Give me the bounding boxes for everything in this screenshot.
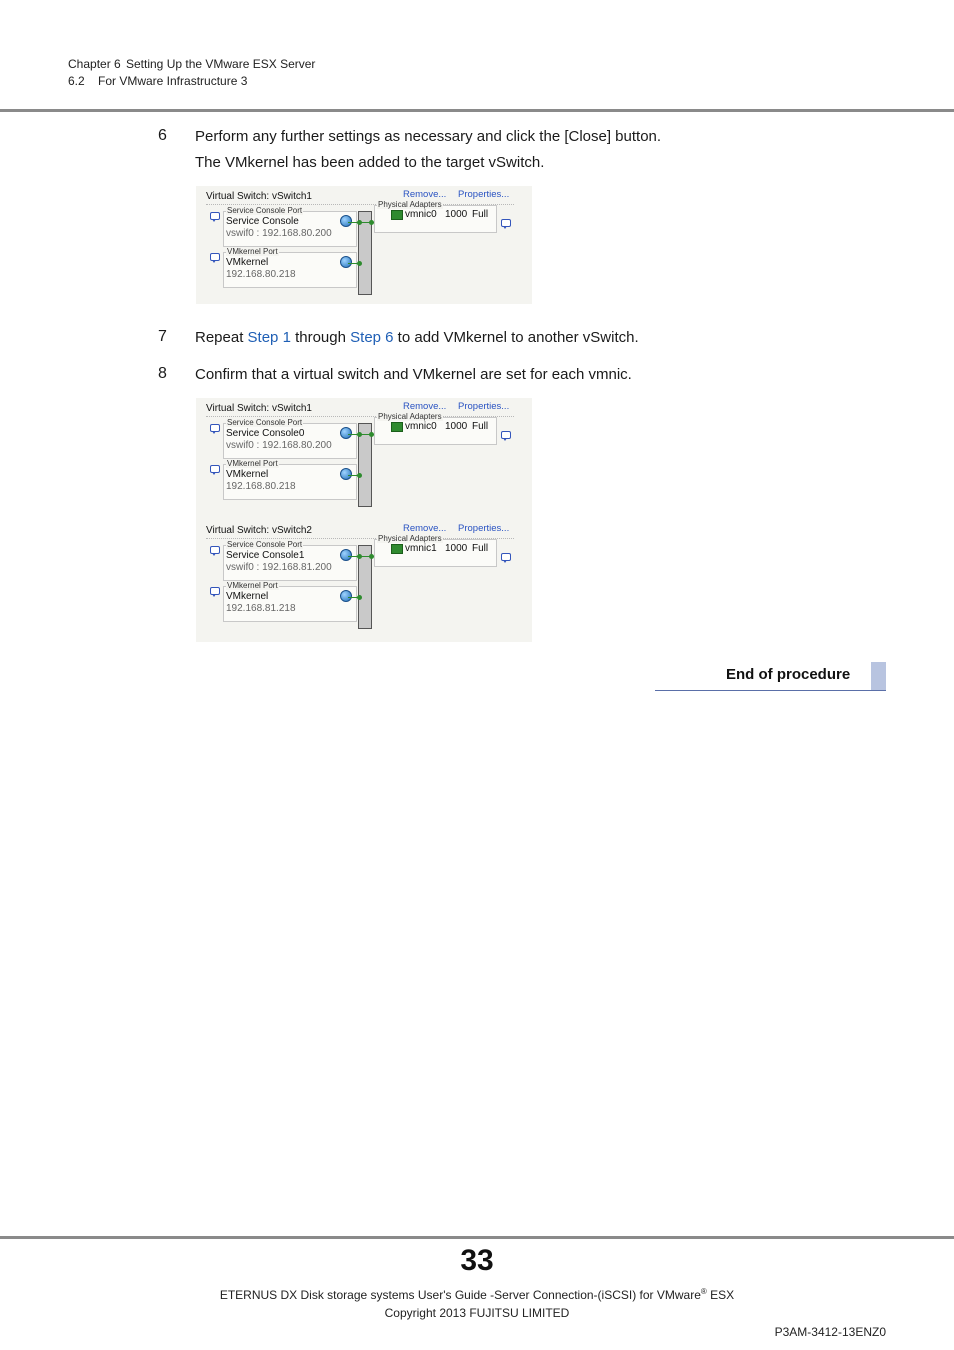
network-globe-icon <box>340 590 352 602</box>
port-name: Service Console0 <box>226 428 305 439</box>
header-rule <box>0 109 954 112</box>
port-name: Service Console1 <box>226 550 305 561</box>
end-of-procedure <box>655 662 886 691</box>
port-legend: Service Console Port <box>227 418 303 427</box>
port-info-icon[interactable] <box>210 546 220 554</box>
registered-mark: ® <box>700 1287 707 1296</box>
connector-dot <box>357 220 362 225</box>
text: to add VMkernel to another vSwitch. <box>393 329 639 346</box>
port-info-icon[interactable] <box>210 212 220 220</box>
remove-link[interactable]: Remove... <box>403 401 447 412</box>
nic-icon <box>391 544 403 554</box>
connector-dot <box>357 473 362 478</box>
nic-icon <box>391 210 403 220</box>
vswitch1-panel <box>196 398 532 518</box>
connector-dot <box>357 261 362 266</box>
physical-adapters <box>374 412 497 445</box>
port-ip: 192.168.80.218 <box>226 481 296 492</box>
connector-dot <box>357 595 362 600</box>
port-ip: vswif0 : 192.168.80.200 <box>226 228 332 239</box>
port-info-icon[interactable] <box>210 424 220 432</box>
vswitch-screenshot-2 <box>196 398 532 642</box>
nic-speed: 1000 <box>445 421 468 432</box>
network-globe-icon <box>340 427 352 439</box>
nic-speed: 1000 <box>445 209 468 220</box>
nic-duplex: Full <box>472 209 489 220</box>
adapter-info-icon[interactable] <box>501 219 511 227</box>
running-header <box>68 56 315 90</box>
nic-icon <box>391 422 403 432</box>
step-8-text: Confirm that a virtual switch and VMkernel are set for each vmnic. <box>195 366 632 383</box>
section-title: For VMware Infrastructure 3 <box>98 74 248 88</box>
nic-name: vmnic0 <box>405 421 437 432</box>
vmkernel-port <box>223 459 357 500</box>
vswitch-title: Virtual Switch: vSwitch1 <box>206 403 312 414</box>
port-name: VMkernel <box>226 469 269 480</box>
network-globe-icon <box>340 549 352 561</box>
adapter-info-icon[interactable] <box>501 431 511 439</box>
step-1-link[interactable]: Step 1 <box>247 329 291 346</box>
text: Repeat <box>195 329 248 346</box>
nic-duplex: Full <box>472 421 489 432</box>
nic-duplex: Full <box>472 543 489 554</box>
step-6-text: Perform any further settings as necessary and click the [Close] button. <box>195 128 662 145</box>
footer-rule <box>0 1236 954 1239</box>
adapters-legend: Physical Adapters <box>378 200 442 209</box>
chapter-title: Setting Up the VMware ESX Server <box>126 57 316 71</box>
remove-link[interactable]: Remove... <box>403 523 447 534</box>
port-info-icon[interactable] <box>210 253 220 261</box>
vswitch-screenshot-1 <box>196 186 532 304</box>
step-6-number: 6 <box>158 127 167 144</box>
port-legend: Service Console Port <box>227 206 303 215</box>
port-legend: VMkernel Port <box>227 459 278 468</box>
document-title <box>0 1287 954 1302</box>
document-id: P3AM-3412-13ENZ0 <box>774 1325 886 1339</box>
connector-dot <box>357 554 362 559</box>
step-6-link[interactable]: Step 6 <box>350 329 394 346</box>
network-globe-icon <box>340 215 352 227</box>
service-console-port <box>223 206 357 247</box>
port-legend: VMkernel Port <box>227 581 278 590</box>
port-legend: VMkernel Port <box>227 247 278 256</box>
text: through <box>290 329 351 346</box>
vswitch-title: Virtual Switch: vSwitch1 <box>206 191 312 202</box>
step-7-text <box>195 329 639 346</box>
port-name: VMkernel <box>226 257 269 268</box>
port-ip: vswif0 : 192.168.81.200 <box>226 562 332 573</box>
title-text: ESX <box>706 1288 735 1302</box>
adapters-legend: Physical Adapters <box>378 412 442 421</box>
chapter-number: Chapter 6 <box>68 57 121 71</box>
properties-link[interactable]: Properties... <box>458 189 510 200</box>
port-ip: 192.168.80.218 <box>226 269 296 280</box>
step-6-result: The VMkernel has been added to the target vSwitch. <box>195 154 545 171</box>
step-7-number: 7 <box>158 328 167 345</box>
copyright: Copyright 2013 FUJITSU LIMITED <box>384 1306 570 1320</box>
vmkernel-port <box>223 581 357 622</box>
port-name: Service Console <box>226 216 299 227</box>
service-console-port <box>223 540 357 581</box>
vswitch-panel <box>196 186 532 306</box>
network-globe-icon <box>340 468 352 480</box>
properties-link[interactable]: Properties... <box>458 401 510 412</box>
port-ip: 192.168.81.218 <box>226 603 296 614</box>
connector-dot <box>357 432 362 437</box>
step-8-number: 8 <box>158 365 167 382</box>
properties-link[interactable]: Properties... <box>458 523 510 534</box>
service-console-port <box>223 418 357 459</box>
page-number: 33 <box>460 1244 494 1277</box>
nic-name: vmnic1 <box>405 543 437 554</box>
port-info-icon[interactable] <box>210 465 220 473</box>
vswitch-title: Virtual Switch: vSwitch2 <box>206 525 312 536</box>
title-text: ETERNUS DX Disk storage systems User's Guide -Server Connection-(iSCSI) for VMware <box>219 1288 701 1302</box>
vswitch2-panel <box>196 520 532 640</box>
physical-adapters <box>374 534 497 567</box>
port-info-icon[interactable] <box>210 587 220 595</box>
end-of-procedure-bar <box>871 662 886 690</box>
port-name: VMkernel <box>226 591 269 602</box>
nic-speed: 1000 <box>445 543 468 554</box>
physical-adapters <box>374 200 497 233</box>
end-of-procedure-label: End of procedure <box>726 666 851 683</box>
port-ip: vswif0 : 192.168.80.200 <box>226 440 332 451</box>
port-legend: Service Console Port <box>227 540 303 549</box>
remove-link[interactable]: Remove... <box>403 189 447 200</box>
adapters-legend: Physical Adapters <box>378 534 442 543</box>
nic-name: vmnic0 <box>405 209 437 220</box>
vmkernel-port <box>223 247 357 288</box>
adapter-info-icon[interactable] <box>501 553 511 561</box>
network-globe-icon <box>340 256 352 268</box>
section-number: 6.2 <box>68 74 85 88</box>
